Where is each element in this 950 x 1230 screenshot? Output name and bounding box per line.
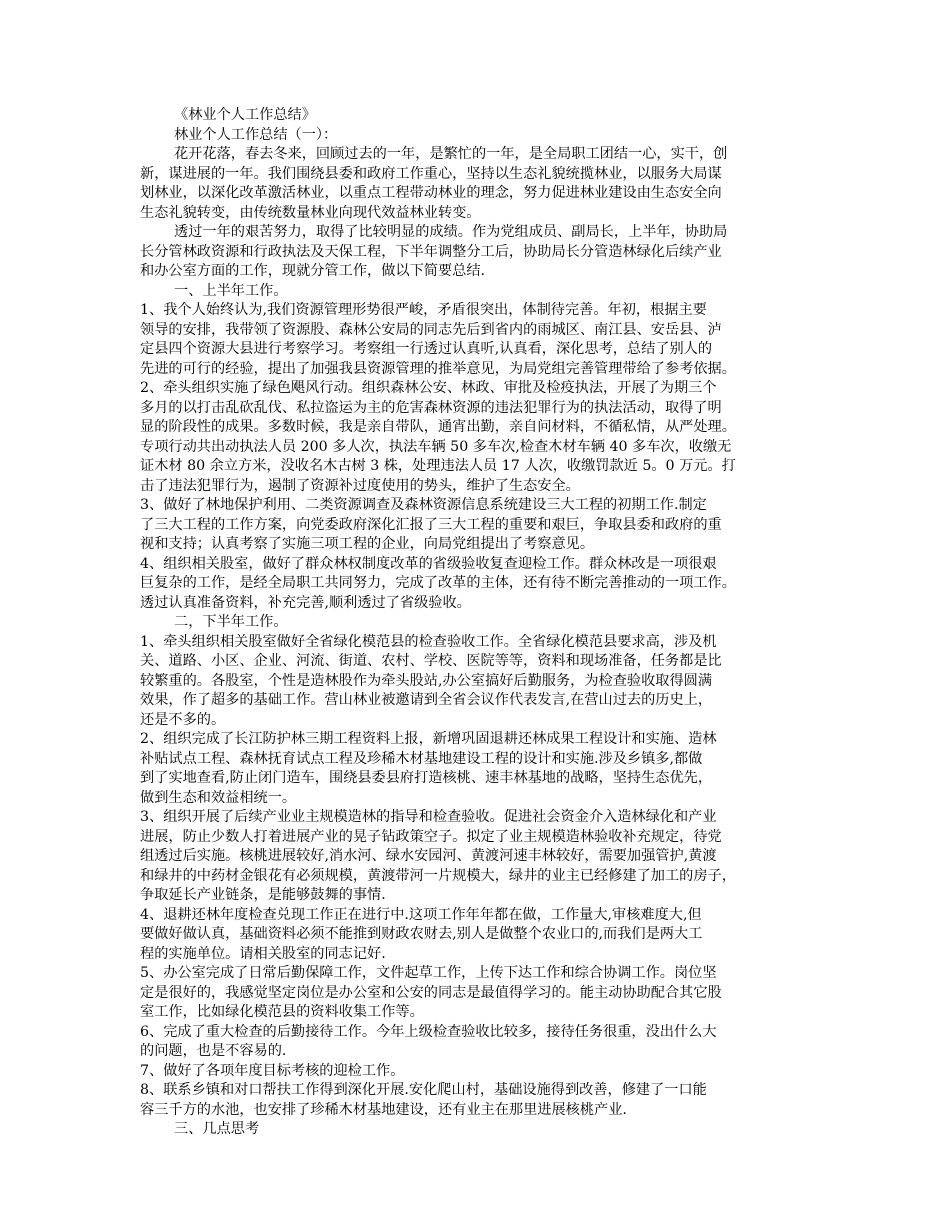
text-line: 生态礼貌转变，由传统数量林业向现代效益林业转变。 (140, 204, 481, 221)
section2-item-8 (140, 1081, 812, 1120)
document-subtitle: 林业个人工作总结（一）： (174, 126, 338, 143)
text-line: 效果，作了超多的基础工作。营山林业被邀请到全省会议作代表发言,在营山过去的历史上， (140, 692, 713, 708)
section-heading-reflections: 三、几点思考 (174, 1121, 260, 1137)
text-line: 争取延长产业链条，是能够鼓舞的事情. (140, 887, 386, 903)
text-line: 证木材 80 余立方米，没收名木古树 3 株，处理违法人员 17 人次，收缴罚款近 5。0 万元。打 (140, 458, 736, 474)
text-line: 7、做好了各项年度目标考核的迎检工作。 (140, 1062, 405, 1079)
section-heading-second-half: 二，下半年工作。 (174, 614, 288, 630)
text-line: 了三大工程的工作方案，向党委政府深化汇报了三大工程的重要和艰巨，争取县委和政府的重 (140, 516, 722, 533)
intro-paragraph-1 (140, 145, 812, 223)
text-line: 2、牵头组织实施了绿色飓风行动。组织森林公安、林政、审批及检疫执法，开展了为期三个 (140, 380, 717, 396)
text-line: 关、道路、小区、企业、河流、街道、农村、学校、医院等等，资料和现场准备，任务都是比 (140, 653, 722, 669)
text-line: 和绿井的中药材金银花有必须规模，黄渡带河一片规模大，绿井的业主已经修建了加工的房子， (140, 867, 736, 884)
text-line: 新，谋进展的一年。我们围绕县委和政府工作重心，坚持以生态礼貌统揽林业，以服务大局谋 (140, 165, 722, 182)
section1-item-3 (140, 496, 812, 555)
text-line: 长分管林政资源和行政执法及天保工程，下半年调整分工后，协助局长分管造林绿化后续产业 (140, 243, 722, 260)
text-line: 3、做好了林地保护利用、二类资源调查及森林资源信息系统建设三大工程的初期工作.制定 (140, 497, 707, 513)
text-line: 定是很好的，我感觉坚定岗位是办公室和公安的同志是最值得学习的。能主动协助配合其它股 (140, 984, 722, 1001)
text-line: 和办公室方面的工作，现就分管工作，做以下简要总结. (140, 263, 486, 279)
text-line: 先进的可行的经验，提出了加强我县资源管理的推举意见，为局党组完善管理带给了参考依据。 (140, 360, 736, 377)
document-body (140, 106, 812, 1140)
text-line: 到了实地查看,防止闭门造车，围绕县委县府打造核桃、速丰林基地的战略，坚持生态优先， (140, 770, 713, 786)
text-line: 多月的以打击乱砍乱伐、私拉盗运为主的危害森林资源的违法犯罪行为的执法活动，取得了明 (140, 399, 722, 416)
text-line: 进展，防止少数人打着进展产业的晃子钻政策空子。拟定了业主规模造林验收补充规定，待党 (140, 828, 722, 845)
text-line: 6、完成了重大检查的后勤接待工作。今年上级检查验收比较多，接待任务很重，没出什么大 (140, 1023, 717, 1040)
text-line: 还是不多的。 (140, 711, 226, 728)
text-line: 较繁重的。各股室，个性是造林股作为牵头股站,办公室搞好后勤服务，为检查验收取得圆满 (140, 672, 713, 689)
section2-item-2 (140, 730, 812, 808)
section2-item-4 (140, 906, 812, 965)
text-line: 容三千方的水池，也安排了珍稀木材基地建设，还有业主在那里进展核桃产业. (140, 1101, 627, 1118)
text-line: 程的实施单位。请相关股室的同志记好. (140, 945, 386, 962)
section2-item-5 (140, 964, 812, 1023)
section1-item-2 (140, 379, 812, 496)
text-line: 定县四个资源大县进行考察学习。考察组一行透过认真听,认真看，深化思考，总结了别人的 (140, 341, 713, 357)
section2-item-7 (140, 1062, 812, 1082)
text-line: 显的阶段性的成果。多数时候，我是亲自带队，通宵出勤，亲自问材料，不循私情，从严处理。 (140, 419, 736, 435)
text-line: 1、牵头组织相关股室做好全省绿化模范县的检查验收工作。全省绿化模范县要求高，涉及机 (140, 633, 717, 650)
section2-item-6 (140, 1023, 812, 1062)
text-line: 划林业，以深化改革激活林业，以重点工程带动林业的理念，努力促进林业建设由生态安全向 (140, 185, 722, 201)
section2-item-1 (140, 633, 812, 731)
document-title: 《林业个人工作总结》 (174, 107, 316, 123)
text-line: 专项行动共出动执法人员 200 多人次，执法车辆 50 多车次,检查木材车辆 40 多车次，收缴无 (140, 438, 732, 455)
text-line: 要做好做认真，基础资料必须不能推到财政农财去,别人是做整个农业口的,而我们是两大工 (140, 926, 703, 942)
text-line: 巨复杂的工作，是经全局职工共同努力，完成了改革的主体，还有待不断完善推动的一项工作。 (140, 575, 736, 591)
text-line: 室工作，比如绿化模范县的资料收集工作等。 (140, 1004, 424, 1020)
text-line: 视和支持；认真考察了实施三项工程的企业，向局党组提出了考察意见。 (140, 536, 595, 552)
text-line: 4、组织相关股室，做好了群众林权制度改革的省级验收复查迎检工作。群众林改是一项很艰 (140, 555, 717, 572)
text-line: 花开花落，春去冬来，回顾过去的一年，是繁忙的一年，是全局职工团结一心，实干，创 (174, 146, 728, 162)
text-line: 4、退耕还林年度检查兑现工作正在进行中.这项工作年年都在做，工作量大,审核难度大,但 (140, 906, 702, 923)
text-line: 领导的安排，我带领了资源股、森林公安局的同志先后到省内的雨城区、南江县、安岳县、泸 (140, 321, 722, 338)
text-line: 8、联系乡镇和对口帮扶工作得到深化开展.安化爬山村，基础设施得到改善，修建了一口能 (140, 1082, 707, 1098)
text-line: 2、组织完成了长江防护林三期工程资料上报，新增巩固退耕还林成果工程设计和实施、造林 (140, 731, 717, 747)
section1-item-1 (140, 301, 812, 379)
text-line: 击了违法犯罪行为，遏制了资源补过度使用的势头，维护了生态安全。 (140, 477, 580, 494)
section2-item-3 (140, 808, 812, 906)
text-line: 透过一年的艰苦努力，取得了比较明显的成绩。作为党组成员、副局长，上半年，协助局 (174, 224, 728, 240)
intro-paragraph-2 (140, 223, 812, 282)
section-heading-first-half: 一、上半年工作。 (174, 282, 288, 299)
text-line: 1、我个人始终认为,我们资源管理形势很严峻，矛盾很突出，体制待完善。年初，根据主要 (140, 302, 707, 318)
text-line: 做到生态和效益相统一。 (140, 789, 297, 806)
text-line: 3、组织开展了后续产业业主规模造林的指导和检查验收。促进社会资金介入造林绿化和产业 (140, 809, 717, 825)
section1-item-4 (140, 555, 812, 614)
text-line: 的问题，也是不容易的. (140, 1043, 287, 1059)
text-line: 补贴试点工程、森林抚育试点工程及珍稀木材基地建设工程的设计和实施.涉及乡镇多,都做 (140, 750, 703, 767)
text-line: 透过认真准备资料，补充完善,顺利透过了省级验收。 (140, 594, 471, 611)
text-line: 5、办公室完成了日常后勤保障工作，文件起草工作，上传下达工作和综合协调工作。岗位坚 (140, 965, 717, 981)
text-line: 组透过后实施。核桃进展较好,消水河、绿水安园河、黄渡河速丰林较好，需要加强管护,黄渡 (140, 848, 717, 864)
